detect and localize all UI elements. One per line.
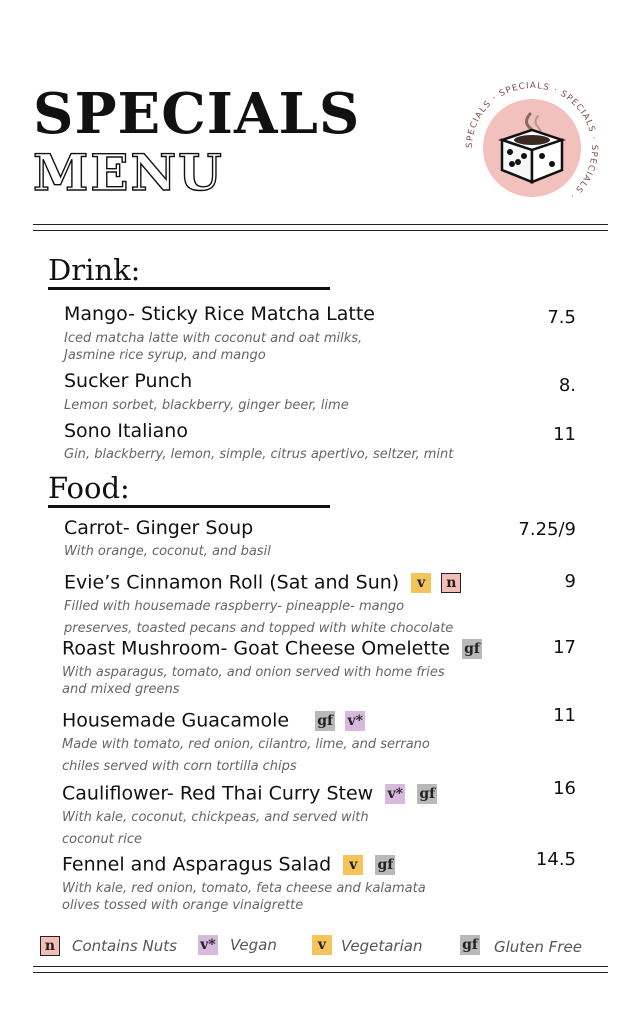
gluten-free-badge: gf	[315, 711, 335, 731]
logo	[462, 78, 602, 218]
item-price: 9	[564, 571, 576, 592]
item-price: 7.25/9	[518, 519, 576, 540]
gluten-free-badge: gf	[462, 639, 482, 659]
item-name: Evie’s Cinnamon Roll (Sat and Sun) v n	[64, 573, 461, 593]
divider-top-2	[33, 230, 608, 231]
item-price: 8.	[558, 375, 576, 396]
item-description: Lemon sorbet, blackberry, ginger beer, lime	[64, 398, 349, 413]
coffee-dice-logo-icon	[462, 78, 602, 218]
item-price: 7.5	[547, 307, 576, 328]
divider-bottom-2	[33, 972, 608, 973]
legend	[40, 935, 610, 959]
legend-vegan-label: Vegan	[230, 936, 277, 954]
title-specials: SPECIALS	[33, 81, 361, 147]
title-menu: MENU	[33, 143, 224, 202]
legend-vegetarian-label: Vegetarian	[341, 937, 423, 955]
item-name: Fennel and Asparagus Salad v gf	[62, 855, 395, 875]
item-description: Filled with housemade raspberry- pineapple- mango preserves, toasted pecans and topped with white chocolate	[64, 599, 454, 636]
item-price: 16	[553, 778, 576, 799]
contains-nuts-badge: n	[40, 936, 60, 956]
gluten-free-badge: gf	[417, 784, 437, 804]
gluten-free-badge: gf	[375, 855, 395, 875]
item-price: 11	[553, 424, 576, 445]
item-description: With kale, coconut, chickpeas, and served with coconut rice	[62, 810, 369, 847]
item-price: 17	[553, 637, 576, 658]
section-underline-drink	[48, 287, 330, 290]
item-description: With orange, coconut, and basil	[64, 544, 271, 559]
legend-nuts-label: Contains Nuts	[72, 937, 177, 955]
vegan-badge: v*	[385, 784, 405, 804]
item-description: Gin, blackberry, lemon, simple, citrus apertivo, seltzer, mint	[64, 447, 454, 462]
item-description: Made with tomato, red onion, cilantro, lime, and serrano chiles served with corn tortilla chips	[62, 737, 430, 774]
item-name: Roast Mushroom- Goat Cheese Omelette gf	[62, 639, 482, 659]
divider-bottom-1	[33, 966, 608, 967]
logo-ring-text: SPECIALS · SPECIALS · SPECIALS · SPECIALS ·	[464, 80, 600, 201]
item-name: Cauliflower- Red Thai Curry Stew v* gf	[62, 784, 437, 804]
item-name: Mango- Sticky Rice Matcha Latte	[64, 303, 375, 325]
vegan-badge: v*	[345, 711, 365, 731]
divider-top-1	[33, 224, 608, 225]
item-name: Housemade Guacamole gf v*	[62, 711, 365, 731]
item-price: 11	[553, 705, 576, 726]
gluten-free-badge: gf	[460, 935, 480, 955]
section-underline-food	[48, 505, 330, 508]
item-name: Sucker Punch	[64, 370, 193, 392]
section-heading-food: Food:	[48, 471, 130, 505]
section-heading-drink: Drink:	[48, 253, 141, 287]
item-name: Sono Italiano	[64, 420, 188, 442]
vegetarian-badge: v	[343, 855, 363, 875]
legend-gluten-free-label: Gluten Free	[494, 938, 582, 956]
vegetarian-badge: v	[312, 935, 332, 955]
contains-nuts-badge: n	[441, 573, 461, 593]
vegan-badge: v*	[198, 935, 218, 955]
item-name: Carrot- Ginger Soup	[64, 517, 254, 539]
vegetarian-badge: v	[411, 573, 431, 593]
item-description: With kale, red onion, tomato, feta cheese and kalamata olives tossed with orange vinaigrette	[62, 881, 426, 913]
item-price: 14.5	[535, 849, 576, 870]
item-description: Iced matcha latte with coconut and oat milks, Jasmine rice syrup, and mango	[64, 331, 363, 363]
item-description: With asparagus, tomato, and onion served with home fries and mixed greens	[62, 665, 445, 697]
